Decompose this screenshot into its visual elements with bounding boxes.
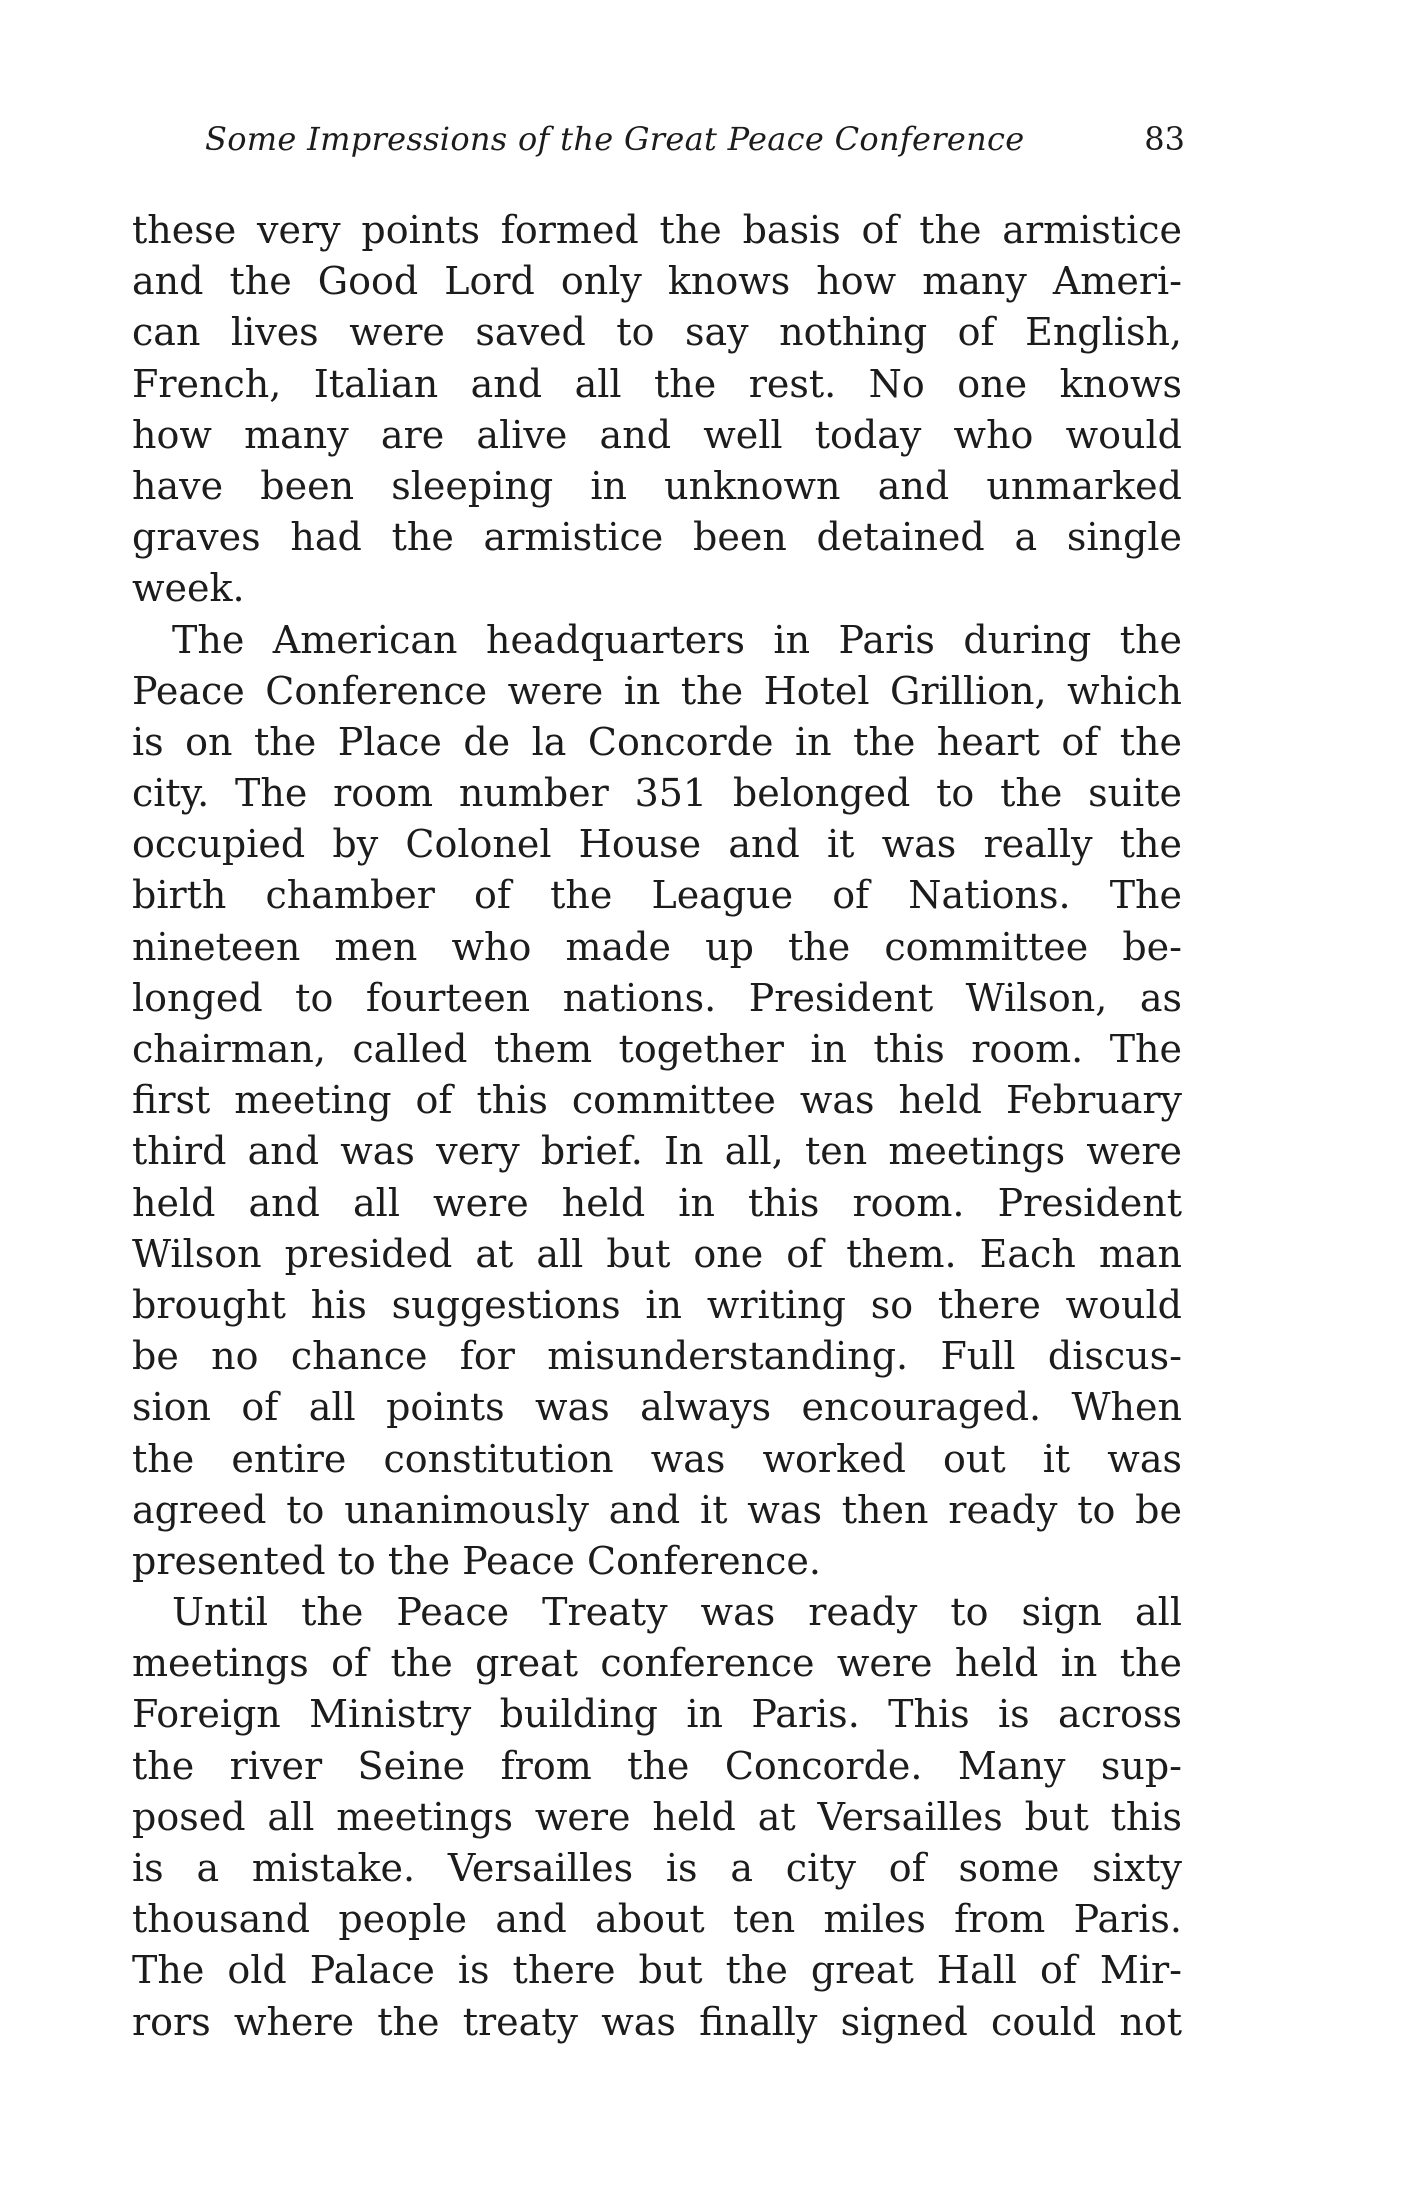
text-line: agreed to unanimously and it was then ready to be: [132, 1487, 1182, 1532]
text-line: posed all meetings were held at Versailles but this: [132, 1794, 1182, 1839]
text-line: French, Italian and all the rest. No one knows: [132, 361, 1182, 406]
text-line: Wilson presided at all but one of them. Each man: [132, 1231, 1182, 1276]
text-line: nineteen men who made up the committee be-: [132, 924, 1182, 969]
text-line: city. The room number 351 belonged to the suite: [132, 771, 1182, 816]
text-line: the entire constitution was worked out it was: [132, 1436, 1182, 1481]
text-line: The old Palace is there but the great Hall of Mir-: [132, 1948, 1182, 1993]
text-line: rors where the treaty was finally signed could not: [132, 1999, 1182, 2044]
text-line: week.: [132, 566, 245, 611]
body-text: [132, 205, 1182, 2048]
running-title: Some Impressions of the Great Peace Conference: [205, 120, 1025, 158]
text-line: The American headquarters in Paris during the: [172, 617, 1182, 662]
paragraph: [132, 1587, 1182, 2048]
text-line: thousand people and about ten miles from Paris.: [132, 1897, 1182, 1942]
text-line: meetings of the great conference were held in the: [132, 1641, 1182, 1686]
text-line: occupied by Colonel House and it was really the: [132, 822, 1182, 867]
text-line: Peace Conference were in the Hotel Grillion, which: [132, 668, 1182, 713]
paragraph: [132, 615, 1182, 1588]
text-line: brought his suggestions in writing so there would: [132, 1282, 1182, 1327]
text-line: third and was very brief. In all, ten meetings were: [132, 1129, 1182, 1174]
text-line: Foreign Ministry building in Paris. This is across: [132, 1692, 1182, 1737]
text-line: the river Seine from the Concorde. Many sup-: [132, 1743, 1182, 1788]
text-line: is a mistake. Versailles is a city of some sixty: [132, 1846, 1182, 1890]
text-line: held and all were held in this room. President: [132, 1180, 1182, 1225]
text-line: longed to fourteen nations. President Wilson, as: [132, 975, 1182, 1020]
text-line: first meeting of this committee was held February: [132, 1078, 1182, 1123]
text-line: presented to the Peace Conference.: [132, 1538, 821, 1583]
text-line: how many are alive and well today who would: [132, 412, 1182, 457]
page-number: 83: [1144, 120, 1185, 158]
text-line: have been sleeping in unknown and unmarked: [132, 463, 1182, 508]
text-line: is on the Place de la Concorde in the heart of the: [132, 719, 1182, 764]
text-line: and the Good Lord only knows how many Ameri-: [132, 259, 1182, 304]
text-line: sion of all points was always encouraged. When: [132, 1385, 1182, 1430]
text-line: be no chance for misunderstanding. Full discus-: [132, 1334, 1182, 1379]
text-line: graves had the armistice been detained a single: [132, 515, 1182, 560]
text-line: chairman, called them together in this room. The: [132, 1027, 1182, 1071]
text-line: can lives were saved to say nothing of English,: [132, 310, 1182, 355]
text-line: birth chamber of the League of Nations. The: [132, 873, 1182, 918]
text-line: Until the Peace Treaty was ready to sign all: [172, 1590, 1182, 1635]
paragraph: [132, 205, 1182, 615]
text-line: these very points formed the basis of the armistice: [132, 208, 1182, 252]
running-header: [205, 120, 1185, 170]
